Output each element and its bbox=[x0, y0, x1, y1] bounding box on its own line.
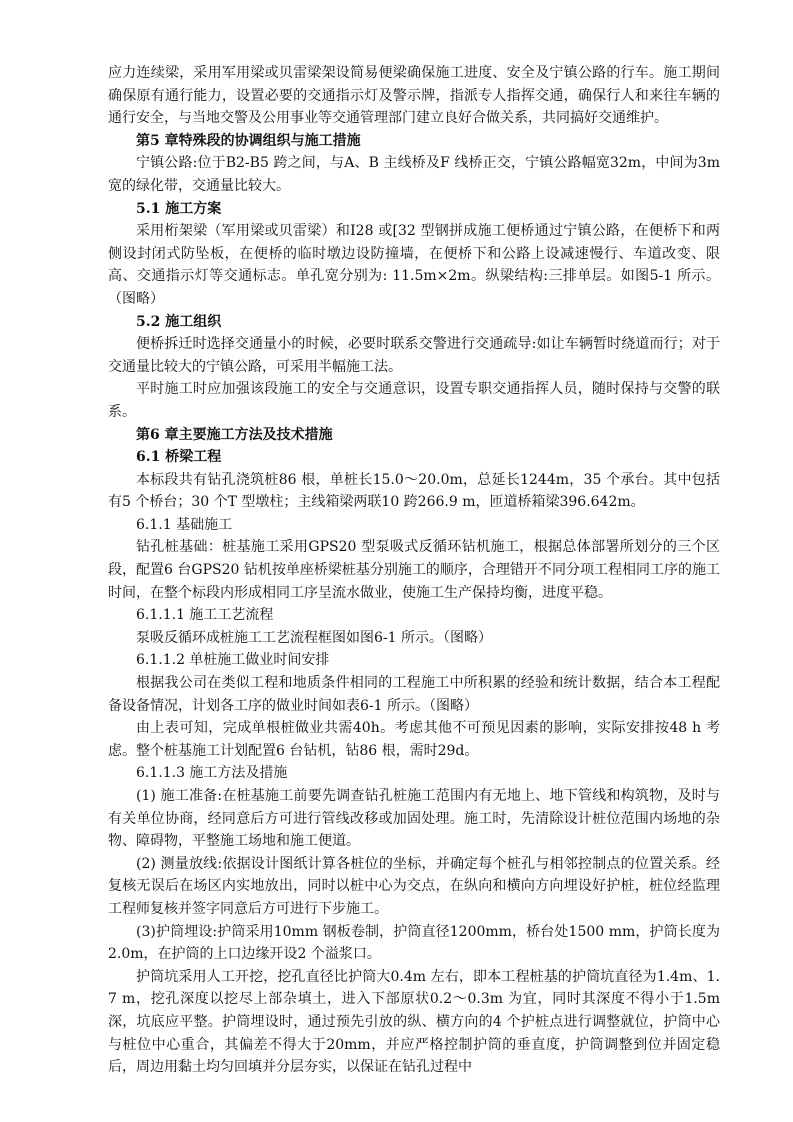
chapter-5-heading: 第5 章特殊段的协调组织与施工措施 bbox=[136, 132, 361, 149]
paragraph-construction-plan: 采用桁架梁（军用梁或贝雷梁）和I28 或[32 型钢拼成施工便桥通过宁镇公路，在便桥下和两侧设封闭式防坠板，在便桥的临时墩边设防撞墙，在便桥下和公路上设减速慢行、车道改变、限高、交通指示灯等交通标志。单孔宽分别为: 11.5m×2m。纵梁结构:三排单层。如图5-1 所示。（图略） bbox=[108, 223, 720, 307]
section-5-2-heading: 5.2 施工组织 bbox=[136, 313, 222, 330]
paragraph-pile-summary: 本标段共有钻孔浇筑桩86 根，单桩长15.0～20.0m，总延长1244m，35 个承台。其中包括有5 个桥台；30 个T 型墩柱；主线箱梁两联10 跨266.9 m，匝道桥箱梁396.642m。 bbox=[108, 471, 720, 511]
section-6-1-1-3-heading: 6.1.1.3 施工方法及措施 bbox=[136, 765, 288, 782]
paragraph-step-2-survey: (2) 测量放线:依据设计图纸计算各桩位的坐标，并确定每个桩孔与相邻控制点的位置关系。经复核无误后在场区内实地放出，同时以桩中心为交点，在纵向和横向方向埋设好护桩，桩位经监理工程师复核并签字同意后方可进行下步施工。 bbox=[108, 855, 720, 917]
document-page bbox=[108, 62, 720, 1079]
section-6-1-1-heading: 6.1.1 基础施工 bbox=[136, 516, 233, 533]
paragraph-step-3-casing: (3)护筒埋设:护筒采用10mm 钢板卷制，护筒直径1200mm，桥台处1500 mm，护筒长度为2.0m，在护筒的上口边缘开设2 个溢浆口。 bbox=[108, 923, 720, 963]
paragraph-continuation: 应力连续梁，采用军用梁或贝雷梁架设简易便梁确保施工进度、安全及宁镇公路的行车。施工期间确保原有通行能力，设置必要的交通指示灯及警示牌，指派专人指挥交通，确保行人和来往车辆的通行安全，与当地交警及公用事业等交通管理部门建立良好合做关系，共同搞好交通维护。 bbox=[108, 65, 720, 127]
paragraph-schedule-basis: 根据我公司在类似工程和地质条件相同的工程施工中所积累的经验和统计数据，结合本工程配备设备情况，计划各工序的做业时间如表6-1 所示。（图略） bbox=[108, 675, 720, 714]
paragraph-bored-pile-foundation: 钻孔桩基础：桩基施工采用GPS20 型泵吸式反循环钻机施工，根据总体部署所划分的三个区段，配置6 台GPS20 钻机按单座桥梁桩基分别施工的顺序，合理错开不同分项工程相同工序的施工时间，在整个标段内形成相同工序呈流水做业，使施工生产保持均衡，进度平稳。 bbox=[108, 539, 720, 601]
section-6-1-heading: 6.1 桥梁工程 bbox=[136, 449, 222, 466]
paragraph-casing-pit: 护筒坑采用人工开挖，挖孔直径比护筒大0.4m 左右，即本工程桩基的护筒坑直径为1.4m、1.7 m，挖孔深度以挖尽上部杂填土，进入下部原状0.2～0.3m 为宜，同时其深度不得小于1.5m 深，坑底应平整。护筒埋设时，通过预先引放的纵、横方向的4 个护桩点进行调整就位，护筒中心与桩位中心重合，其偏差不得大于20mm，并应严格控制护筒的垂直度，护筒调整到位并固定稳后，周边用黏土均匀回填并分层夯实，以保证在钻孔过程中 bbox=[108, 968, 720, 1076]
paragraph-bridge-removal: 便桥拆迁时选择交通量小的时候，必要时联系交警进行交通疏导:如让车辆暂时绕道而行；对于交通量比较大的宁镇公路，可采用半幅施工法。 bbox=[108, 336, 720, 375]
paragraph-process-flow: 泵吸反循环成桩施工工艺流程框图如图6-1 所示。（图略） bbox=[136, 629, 492, 646]
paragraph-schedule-result: 由上表可知，完成单根桩做业共需40h。考虑其他不可预见因素的影响，实际安排按48 h 考虑。整个桩基施工计划配置6 台钻机，钻86 根，需时29d。 bbox=[108, 720, 720, 759]
paragraph-traffic-safety: 平时施工时应加强该段施工的安全与交通意识，设置专职交通指挥人员，随时保持与交警的联系。 bbox=[108, 381, 720, 420]
paragraph-step-1-preparation: (1) 施工准备:在桩基施工前要先调查钻孔桩施工范围内有无地上、地下管线和构筑物，及时与有关单位协商，经同意后方可进行管线改移或加固处理。施工时，先清除设计桩位范围内场地的杂物、障碍物，平整施工场地和施工便道。 bbox=[108, 788, 720, 850]
section-6-1-1-1-heading: 6.1.1.1 施工工艺流程 bbox=[136, 607, 274, 624]
paragraph-ningzhen-road: 宁镇公路:位于B2-B5 跨之间，与A、B 主线桥及F 线桥正交，宁镇公路幅宽32m，中间为3m 宽的绿化带，交通量比较大。 bbox=[108, 155, 720, 194]
section-6-1-1-2-heading: 6.1.1.2 单桩施工做业时间安排 bbox=[136, 652, 330, 669]
section-5-1-heading: 5.1 施工方案 bbox=[136, 200, 222, 217]
chapter-6-heading: 第6 章主要施工方法及技术措施 bbox=[136, 426, 333, 443]
